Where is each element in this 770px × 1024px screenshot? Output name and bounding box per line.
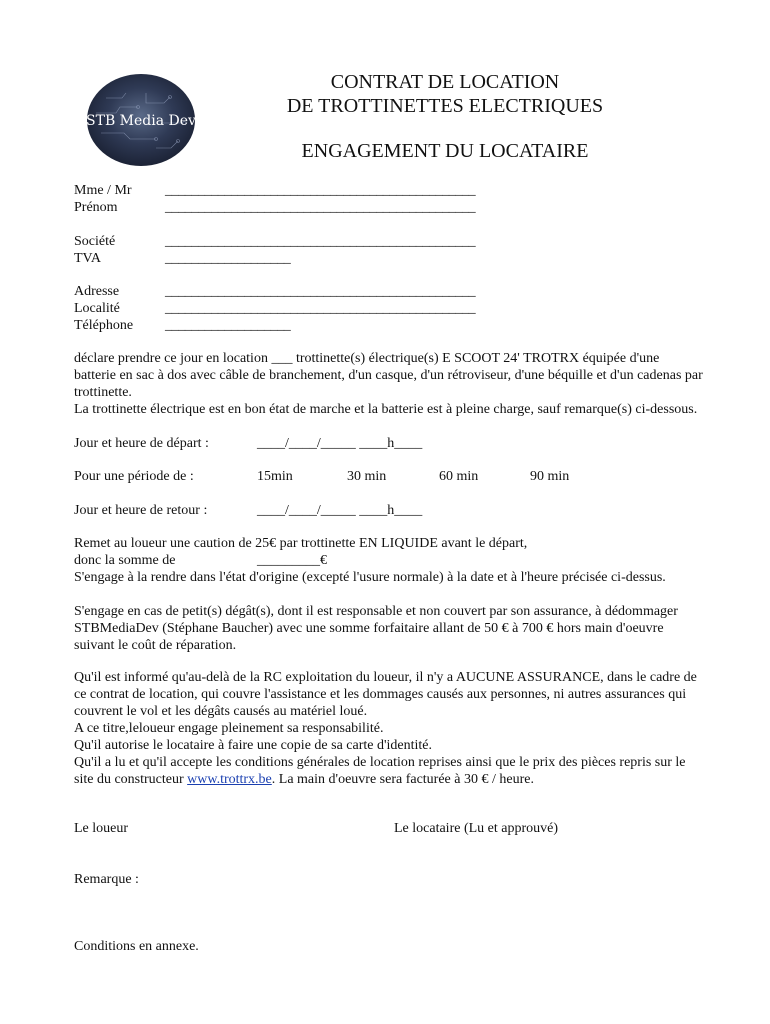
periode-option-60[interactable]: 60 min (439, 469, 479, 484)
degats-paragraph: S'engage en cas de petit(s) dégât(s), dont il est responsable et non couvert par son assurance, à dédommager STBMediaDev (Stéphane Baucher) avec une somme forfaitaire allant de 50 € à 700 € hors main d'oeuvre suivant le coût de réparation. (74, 604, 678, 653)
rc-paragraph: Qu'il est informé qu'au-delà de la RC exploitation du loueur, il n'y a AUCUNE ASSURANCE, dans le cadre de ce contrat de location, qui couvre l'assistance et les dommages causés aux personnes, ni autres assurances qui couvrent le vol et les dégâts causés au matériel loué. (74, 670, 697, 719)
somme-label: donc la somme de (74, 553, 176, 568)
somme-field[interactable]: _________€ (257, 553, 327, 568)
remarque-label: Remarque : (74, 872, 139, 887)
telephone-label: Téléphone (74, 318, 134, 333)
subtitle: ENGAGEMENT DU LOCATAIRE (301, 140, 589, 162)
tva-label: TVA (74, 251, 101, 266)
company-logo (86, 73, 196, 167)
depart-label: Jour et heure de départ : (74, 436, 209, 451)
periode-option-30[interactable]: 30 min (347, 469, 387, 484)
depart-field[interactable]: ____/____/_____ ____h____ (257, 436, 423, 451)
conditions-text: Qu'il a lu et qu'il accepte les conditions générales de location reprises ainsi que le prix des pièces repris sur le site du constructeur (74, 755, 686, 787)
retour-label: Jour et heure de retour : (74, 503, 208, 518)
conditions-paragraph (74, 754, 704, 788)
copie-line: Qu'il autorise le locataire à faire une copie de sa carte d'identité. (74, 738, 432, 753)
annexe-note: Conditions en annexe. (74, 939, 199, 954)
declaration-paragraph: déclare prendre ce jour en location ___ trottinette(s) électrique(s) E SCOOT 24' TROTRX équipée d'une batterie en sac à dos avec câble de branchement, d'un casque, d'un rétroviseur, d'une béquille et d'un cadenas par trottinette. (74, 351, 703, 400)
societe-label: Société (74, 234, 116, 249)
localite-label: Localité (74, 301, 120, 316)
title-line-1: CONTRAT DE LOCATION (330, 71, 560, 93)
titre-line: A ce titre,leloueur engage pleinement sa responsabilité. (74, 721, 384, 736)
tva-field[interactable]: ___________________ (165, 251, 291, 266)
rendre-paragraph: S'engage à la rendre dans l'état d'origine (excepté l'usure normale) à la date et à l'heure précisée ci-dessus. (74, 570, 666, 585)
mme-label: Mme / Mr (74, 183, 132, 198)
adresse-field[interactable]: _______________________________________________ (165, 284, 476, 299)
prenom-field[interactable]: _______________________________________________ (165, 200, 476, 215)
localite-field[interactable]: _______________________________________________ (165, 301, 476, 316)
periode-label: Pour une période de : (74, 469, 194, 484)
title-line-2: DE TROTTINETTES ELECTRIQUES (286, 95, 604, 117)
periode-option-15[interactable]: 15min (257, 469, 293, 484)
locataire-signature-label: Le locataire (Lu et approuvé) (394, 821, 559, 836)
loueur-signature-label: Le loueur (74, 821, 129, 836)
constructor-link[interactable]: www.trottrx.be (187, 772, 272, 787)
adresse-label: Adresse (74, 284, 120, 299)
prenom-label: Prénom (74, 200, 118, 215)
societe-field[interactable]: _______________________________________________ (165, 234, 476, 249)
logo-text: STB Media Dev (86, 113, 196, 129)
retour-field[interactable]: ____/____/_____ ____h____ (257, 503, 423, 518)
periode-option-90[interactable]: 90 min (530, 469, 570, 484)
caution-line: Remet au loueur une caution de 25€ par trottinette EN LIQUIDE avant le départ, (74, 536, 528, 551)
telephone-field[interactable]: ___________________ (165, 318, 291, 333)
conditions-after-text: . La main d'oeuvre sera facturée à 30 € / heure. (271, 772, 534, 787)
etat-paragraph: La trottinette électrique est en bon état de marche et la batterie est à pleine charge, sauf remarque(s) ci-dessous. (74, 402, 698, 417)
mme-field[interactable]: _______________________________________________ (165, 183, 476, 198)
